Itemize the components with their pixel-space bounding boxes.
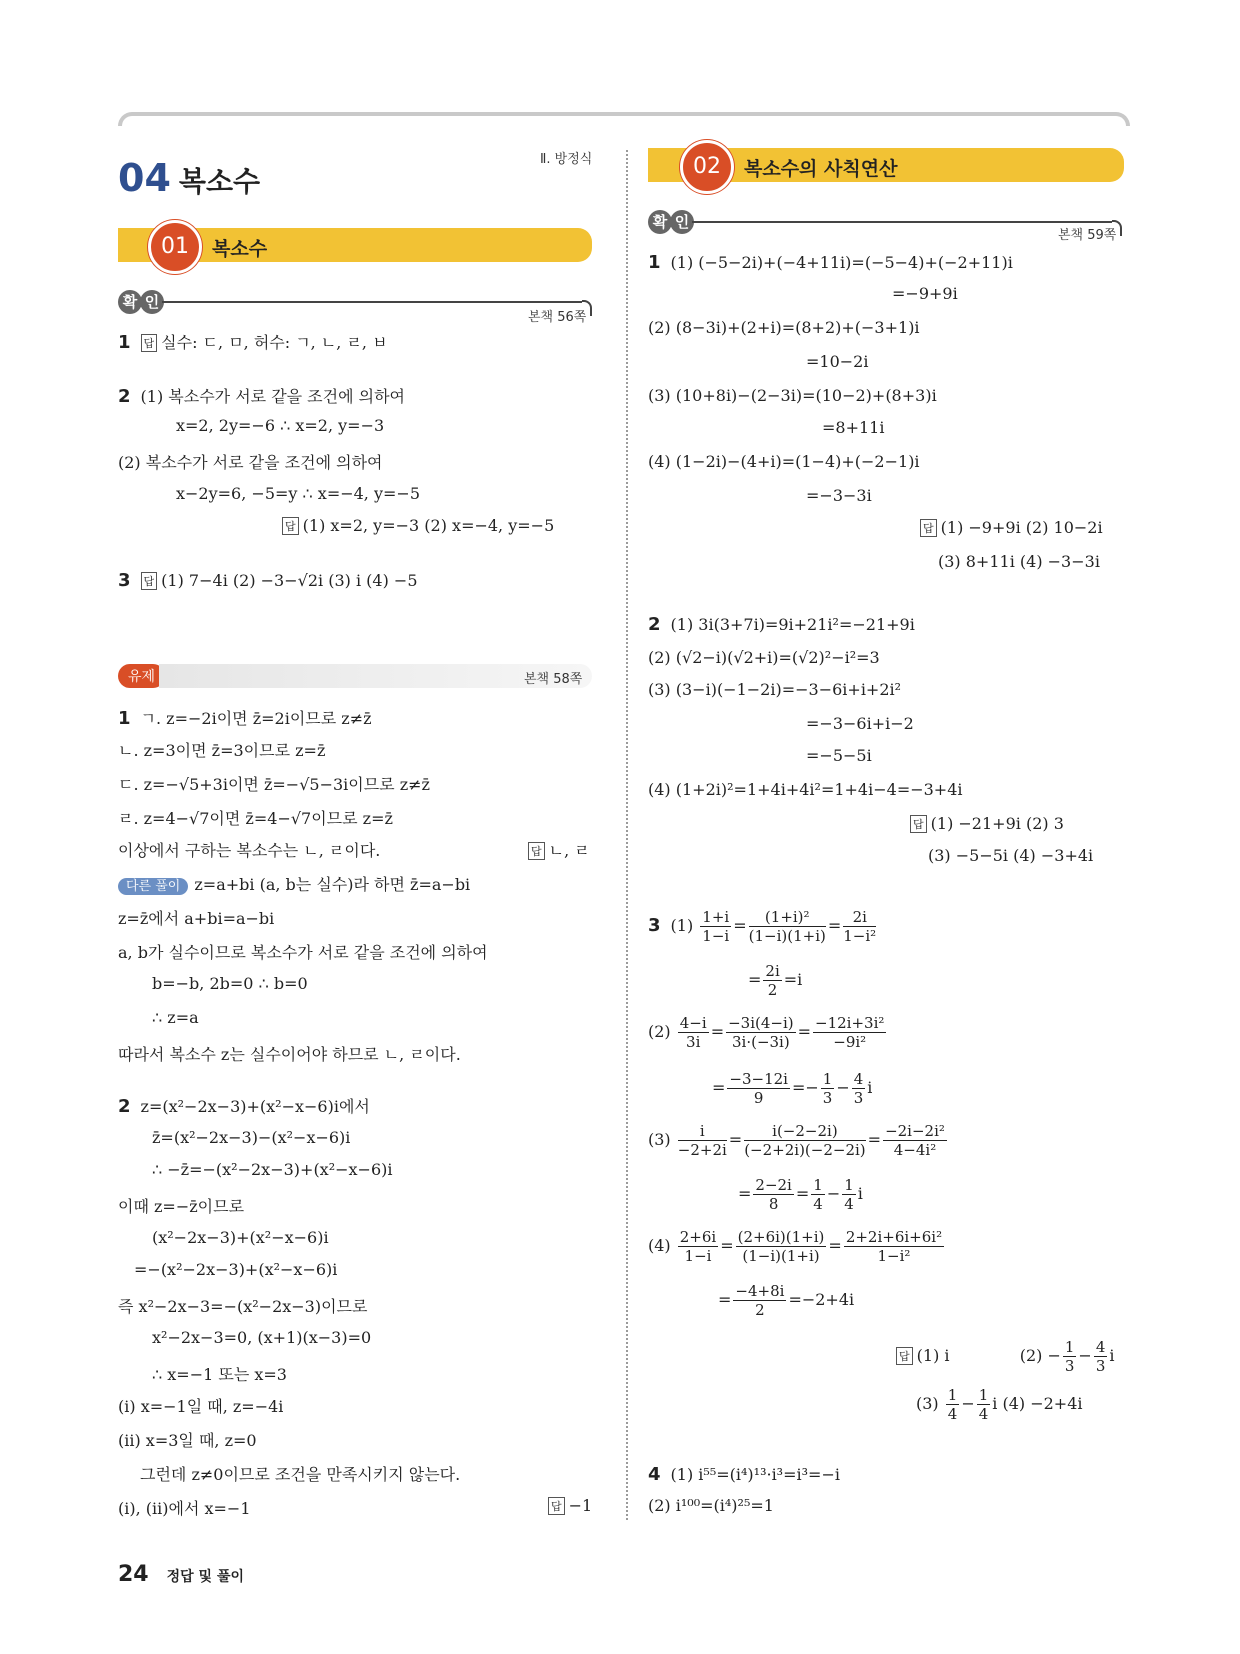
- p1-line10: ∴ z=a: [152, 1008, 199, 1027]
- section-badge-left: 01: [148, 220, 202, 274]
- rq1-line7: (4) (1−2i)−(4+i)=(1−4)+(−2−1)i: [648, 452, 920, 471]
- section-badge-right: 02: [680, 140, 734, 194]
- p2-line10: (i) x=−1일 때, z=−4i: [118, 1397, 284, 1416]
- answer-icon: 답: [141, 572, 158, 590]
- p2-line13: (i), (ii)에서 x=−1: [118, 1499, 251, 1518]
- chapter-number: 04: [118, 156, 171, 200]
- rq3-answer1: 답 (1) i (2) − $\frac{1}{3}$ − $\frac{4}{3}$ i: [896, 1338, 1115, 1375]
- rq1-line3: (2) (8−3i)+(2+i)=(8+2)+(−3+1)i: [648, 318, 920, 337]
- rq3-answer2: (3) $\frac{1}{4}$ − $\frac{1}{4}$ i (4) −2+4i: [916, 1386, 1083, 1423]
- answer-icon: 답: [548, 1497, 565, 1515]
- rq3-a: 3 (1) $\frac{1+i}{1-i}$ = $\frac{\text{(1+i)²}}{(1-i)(1+i)}$ = $\frac{2i}{\text{1−i²}}$: [648, 908, 877, 945]
- p1-line9: b=−b, 2b=0 ∴ b=0: [152, 974, 308, 993]
- page-ref: 본책 56쪽: [528, 310, 587, 325]
- practice-tag: 유제: [118, 664, 592, 688]
- rq1-line1: 1 (1) (−5−2i)+(−4+11i)=(−5−4)+(−2+11)i: [648, 252, 1013, 273]
- rq2-line5: =−5−5i: [806, 746, 872, 765]
- q2-line3: (2) 복소수가 서로 같을 조건에 의하여: [118, 453, 383, 472]
- q2-line2: x=2, 2y=−6 ∴ x=2, y=−3: [176, 416, 385, 435]
- p1-line3: ㄷ. z=−√5+3i이면 z̄=−√5−3i이므로 z≠z̄: [118, 775, 430, 794]
- section-title-right: 복소수의 사칙연산: [744, 158, 898, 180]
- p2-line11: (ii) x=3일 때, z=0: [118, 1431, 257, 1450]
- page-number: 24: [118, 1562, 149, 1587]
- p1-line6: 다른 풀이 z=a+bi (a, b는 실수)라 하면 z̄=a−bi: [118, 872, 470, 895]
- p2-line1: 2 z=(x²−2x−3)+(x²−x−6)i에서: [118, 1096, 370, 1117]
- p1-line2: ㄴ. z=3이면 z̄=3이므로 z=z̄: [118, 741, 326, 760]
- chapter-heading: [118, 156, 260, 200]
- rq3-c: (3) $\frac{i}{-2+2i}$ = $\frac{i(-2-2i)}{(-2+2i)(-2-2i)}$ = $\frac{\text{−2i−2i²}}{\text{4−4i²}}$: [648, 1122, 945, 1159]
- p2-line9: ∴ x=−1 또는 x=3: [152, 1365, 287, 1384]
- p2-line6: =−(x²−2x−3)+(x²−x−6)i: [134, 1260, 338, 1279]
- rq1-line6: =8+11i: [822, 418, 885, 437]
- top-frame: [118, 112, 1130, 126]
- answer-icon: 답: [282, 517, 299, 535]
- rq2-answer2: (3) −5−5i (4) −3+4i: [928, 846, 1094, 865]
- rq3-d: (4) $\frac{2+6i}{1-i}$ = $\frac{(2+6i)(1+i)}{(1-i)(1+i)}$ = $\frac{\text{2+2i+6i+6i²}}{\text{1−i²}}$: [648, 1228, 943, 1265]
- rq1-line4: =10−2i: [806, 352, 869, 371]
- column-divider: [626, 150, 628, 1520]
- p2-line4: 이때 z=−z̄이므로: [118, 1197, 245, 1216]
- p2-line3: ∴ −z̄=−(x²−2x−3)+(x²−x−6)i: [152, 1160, 393, 1179]
- answer-icon: 답: [920, 519, 937, 537]
- q3-left: 3 답 (1) 7−4i (2) −3−√2i (3) i (4) −5: [118, 570, 418, 591]
- rq3-b2: = $\frac{-3-12i}{9}$ =− $\frac{1}{3}$ − $\frac{4}{3}$ i: [712, 1070, 873, 1107]
- rq3-d2: = $\frac{-4+8i}{2}$ =−2+4i: [718, 1282, 855, 1319]
- rq3-b: (2) $\frac{4-i}{3i}$ = $\frac{-3i(4-i)}{3i\cdot(-3i)}$ = $\frac{\text{−12i+3i²}}{\text{−9i²}}$: [648, 1014, 885, 1051]
- p1-answer: 답 ㄴ, ㄹ: [528, 838, 590, 861]
- rq1-line5: (3) (10+8i)−(2−3i)=(10−2)+(8+3)i: [648, 386, 937, 405]
- q1-left: 1 답 실수: ㄷ, ㅁ, 허수: ㄱ, ㄴ, ㄹ, ㅂ: [118, 332, 388, 353]
- rq1-line8: =−3−3i: [806, 486, 872, 505]
- check-tag-left: 확 인: [118, 288, 592, 316]
- rq1-line2: =−9+9i: [892, 284, 958, 303]
- rq1-answer2: (3) 8+11i (4) −3−3i: [938, 552, 1100, 571]
- p2-line8: x²−2x−3=0, (x+1)(x−3)=0: [152, 1328, 372, 1347]
- chapter-title: 복소수: [178, 165, 261, 198]
- rq2-answer1: 답 (1) −21+9i (2) 3: [910, 814, 1064, 833]
- page-ref: 본책 58쪽: [524, 672, 583, 687]
- p2-line2: z̄=(x²−2x−3)−(x²−x−6)i: [152, 1128, 351, 1147]
- p1-line11: 따라서 복소수 z는 실수이어야 하므로 ㄴ, ㄹ이다.: [118, 1045, 461, 1064]
- answer-icon: 답: [910, 815, 927, 833]
- rq3-c2: = $\frac{2-2i}{8}$ = $\frac{1}{4}$ − $\frac{1}{4}$ i: [738, 1176, 863, 1213]
- page-ref: 본책 59쪽: [1058, 228, 1117, 243]
- rq2-line4: =−3−6i+i−2: [806, 714, 914, 733]
- rq4-line2: (2) i¹⁰⁰=(i⁴)²⁵=1: [648, 1496, 774, 1515]
- p2-line7: 즉 x²−2x−3=−(x²−2x−3)이므로: [118, 1297, 368, 1316]
- p1-line4: ㄹ. z=4−√7이면 z̄=4−√7이므로 z=z̄: [118, 809, 393, 828]
- p1-line1: 1 ㄱ. z=−2i이면 z̄=2i이므로 z≠z̄: [118, 708, 372, 729]
- p1-line5: 이상에서 구하는 복소수는 ㄴ, ㄹ이다.: [118, 841, 381, 860]
- answer-icon: 답: [141, 334, 158, 352]
- answer-icon: 답: [528, 842, 545, 860]
- q2-answer: 답 (1) x=2, y=−3 (2) x=−4, y=−5: [282, 516, 554, 535]
- rq2-line2: (2) (√2−i)(√2+i)=(√2)²−i²=3: [648, 648, 880, 667]
- answer-icon: 답: [896, 1347, 913, 1365]
- q2-line4: x−2y=6, −5=y ∴ x=−4, y=−5: [176, 484, 421, 503]
- footer-title: 정답 및 풀이: [166, 1569, 244, 1585]
- rq2-line6: (4) (1+2i)²=1+4i+4i²=1+4i−4=−3+4i: [648, 780, 963, 799]
- q2-line1: 2 (1) 복소수가 서로 같을 조건에 의하여: [118, 386, 406, 407]
- footer: [118, 1562, 244, 1587]
- p2-answer: 답 −1: [548, 1496, 592, 1515]
- rq3-a2: = $\frac{2i}{2}$ =i: [748, 962, 803, 999]
- rq1-answer1: 답 (1) −9+9i (2) 10−2i: [920, 518, 1103, 537]
- p2-line5: (x²−2x−3)+(x²−x−6)i: [152, 1228, 329, 1247]
- p1-line8: a, b가 실수이므로 복소수가 서로 같을 조건에 의하여: [118, 943, 488, 962]
- check-tag-right: 확 인: [648, 208, 1122, 236]
- part-label: Ⅱ. 방정식: [540, 152, 593, 167]
- rq2-line3: (3) (3−i)(−1−2i)=−3−6i+i+2i²: [648, 680, 902, 699]
- section-title-left: 복소수: [212, 238, 268, 260]
- rq4-line1: 4 (1) i⁵⁵=(i⁴)¹³·i³=i³=−i: [648, 1464, 840, 1485]
- rq2-line1: 2 (1) 3i(3+7i)=9i+21i²=−21+9i: [648, 614, 915, 635]
- p2-line12: 그런데 z≠0이므로 조건을 만족시키지 않는다.: [140, 1465, 461, 1484]
- p1-line7: z=z̄에서 a+bi=a−bi: [118, 909, 275, 928]
